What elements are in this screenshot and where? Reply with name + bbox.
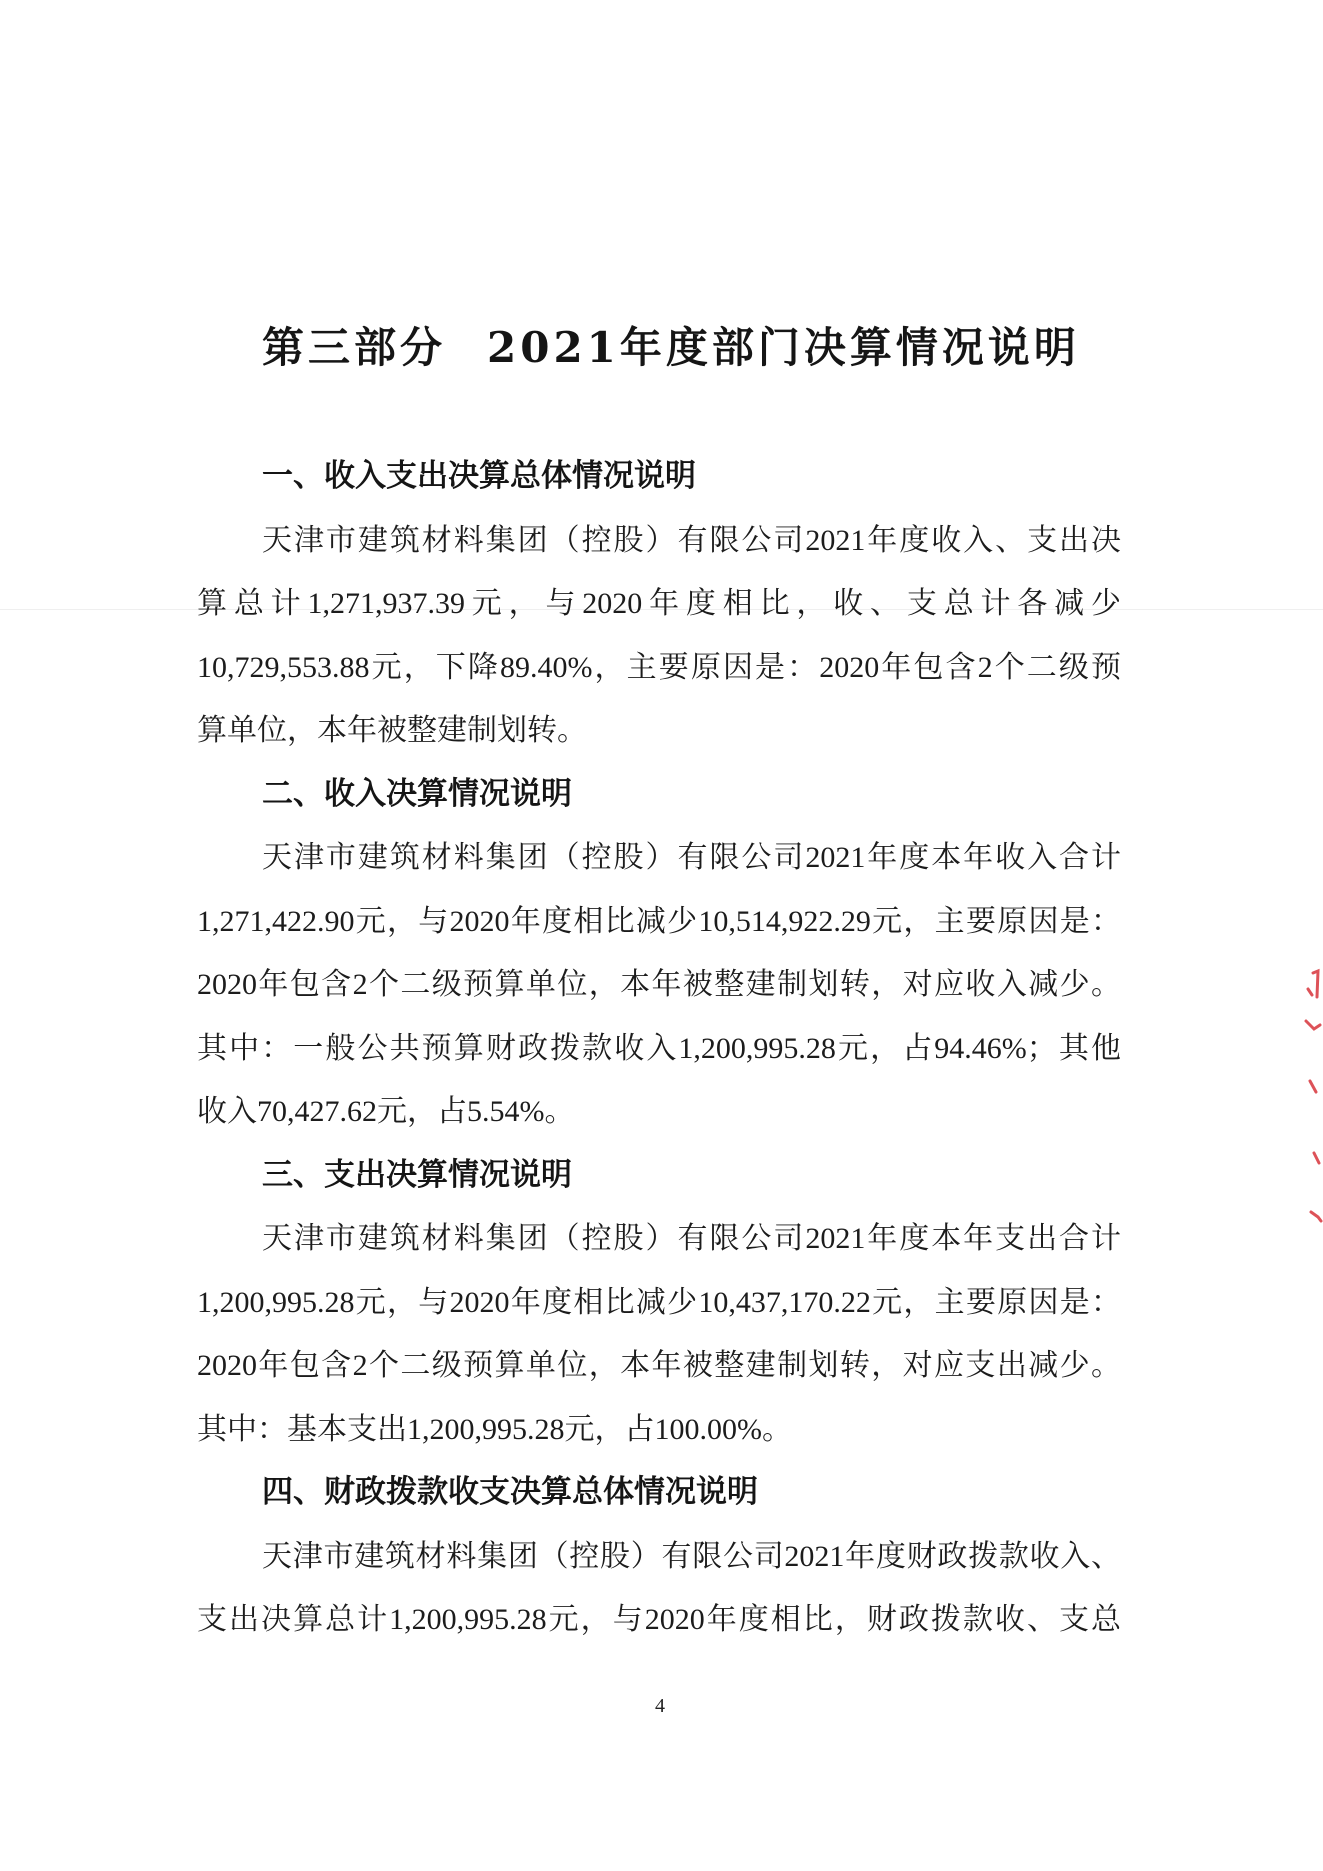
section-heading: 三、支出决算情况说明 (262, 1156, 572, 1193)
body-line: 收入70,427.62元，占5.54%。 (197, 1095, 575, 1128)
section-heading: 一、收入支出决算总体情况说明 (262, 458, 696, 494)
body-line: 其中：基本支出1,200,995.28元，占100.00%。 (197, 1412, 792, 1446)
body-line: 天津市建筑材料集团（控股）有限公司2021年度财政拨款收入、 (262, 1539, 1121, 1573)
body-line: 10,729,553.88元，下降89.40%，主要原因是：2020年包含2个二级预 (197, 650, 1121, 684)
section-heading: 四、财政拨款收支决算总体情况说明 (262, 1474, 758, 1510)
body-line: 其中：一般公共预算财政拨款收入1,200,995.28元，占94.46%；其他 (197, 1031, 1121, 1065)
body-line: 1,271,422.90元，与2020年度相比减少10,514,922.29元，主要原因是： (197, 904, 1121, 938)
page-title (262, 318, 1080, 378)
page-number: 4 (655, 1695, 665, 1717)
title-text: 2021年度部门决算情况说明 (487, 323, 1080, 372)
body-line: 算总计1,271,937.39元，与2020年度相比，收、支总计各减少 (197, 587, 1121, 620)
body-line: 天津市建筑材料集团（控股）有限公司2021年度本年收入合计 (262, 841, 1121, 874)
title-part-label: 第三部分 (262, 323, 447, 372)
body-line: 天津市建筑材料集团（控股）有限公司2021年度收入、支出决 (262, 523, 1121, 557)
red-seal-fragment (1294, 955, 1323, 1235)
body-line: 算单位，本年被整建制划转。 (197, 714, 587, 747)
section-heading: 二、收入决算情况说明 (262, 775, 572, 812)
body-line: 天津市建筑材料集团（控股）有限公司2021年度本年支出合计 (262, 1222, 1121, 1255)
body-line: 支出决算总计1,200,995.28元，与2020年度相比，财政拨款收、支总 (197, 1603, 1121, 1636)
body-line: 1,200,995.28元，与2020年度相比减少10,437,170.22元，主要原因是： (197, 1285, 1121, 1319)
body-line: 2020年包含2个二级预算单位，本年被整建制划转，对应收入减少。 (197, 968, 1121, 1001)
document-body (197, 445, 1121, 1652)
body-line: 2020年包含2个二级预算单位，本年被整建制划转，对应支出减少。 (197, 1349, 1121, 1382)
